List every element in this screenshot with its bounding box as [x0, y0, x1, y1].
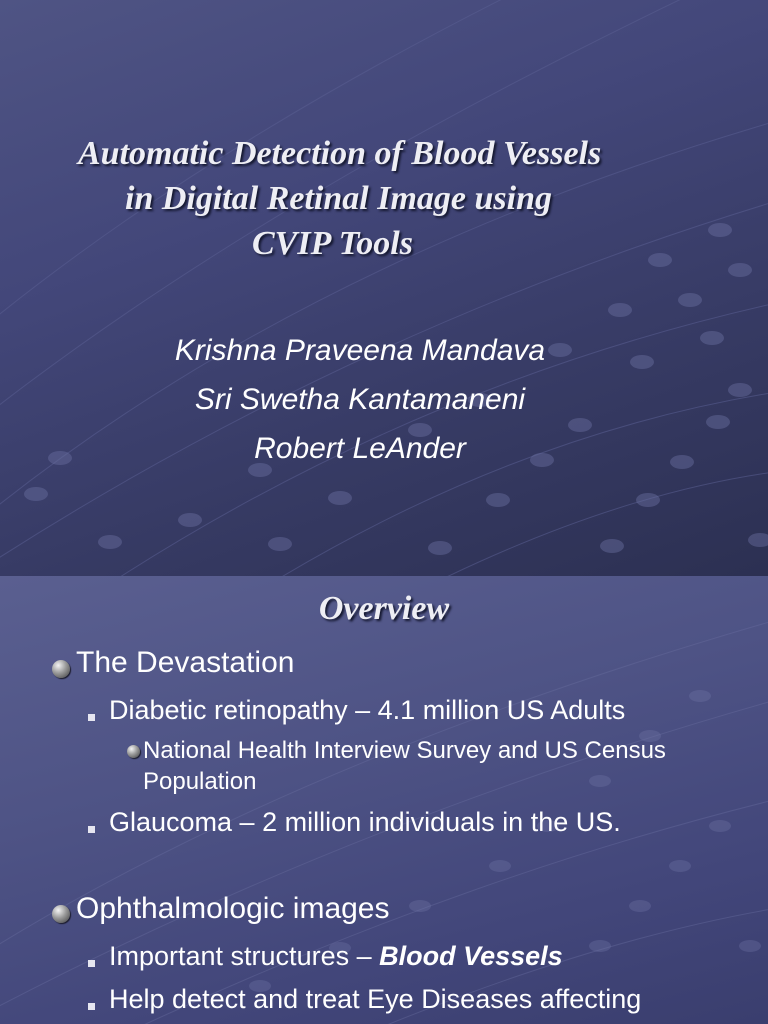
square-bullet-icon [88, 714, 95, 721]
author-1: Krishna Praveena Mandava [174, 334, 546, 367]
square-bullet-icon [88, 1003, 95, 1010]
author-3: Robert LeAnder [254, 432, 466, 465]
square-bullet-icon [88, 826, 95, 833]
bullet-level2-help-detect: Help detect and treat Eye Diseases affecting [109, 984, 642, 1014]
sphere-bullet-icon [52, 905, 70, 923]
overview-slide [0, 576, 768, 1024]
author-2: Sri Swetha Kantamaneni [194, 383, 526, 416]
bullet-level3-survey: National Health Interview Survey and US Census Population [143, 737, 666, 795]
sphere-bullet-icon [52, 660, 70, 678]
structures-prefix: Important structures – [109, 941, 380, 971]
title-line-1: Automatic Detection of Blood Vessels [78, 135, 602, 172]
title-line-3: CVIP Tools [252, 225, 413, 262]
bullet-level2-structures [109, 941, 563, 972]
title-line-2: in Digital Retinal Image using [125, 180, 552, 217]
bullet-level2-diabetic: Diabetic retinopathy – 4.1 million US Adults [109, 695, 626, 725]
bullet-level1-devastation: The Devastation [76, 646, 295, 679]
structures-emphasis: Blood Vessels [379, 941, 563, 971]
sphere-bullet-icon [127, 745, 140, 758]
square-bullet-icon [88, 960, 95, 967]
bullet-level2-glaucoma: Glaucoma – 2 million individuals in the US. [109, 807, 621, 837]
slide-title: Overview [318, 590, 450, 627]
bullet-level1-ophthalmologic: Ophthalmologic images [76, 892, 390, 925]
